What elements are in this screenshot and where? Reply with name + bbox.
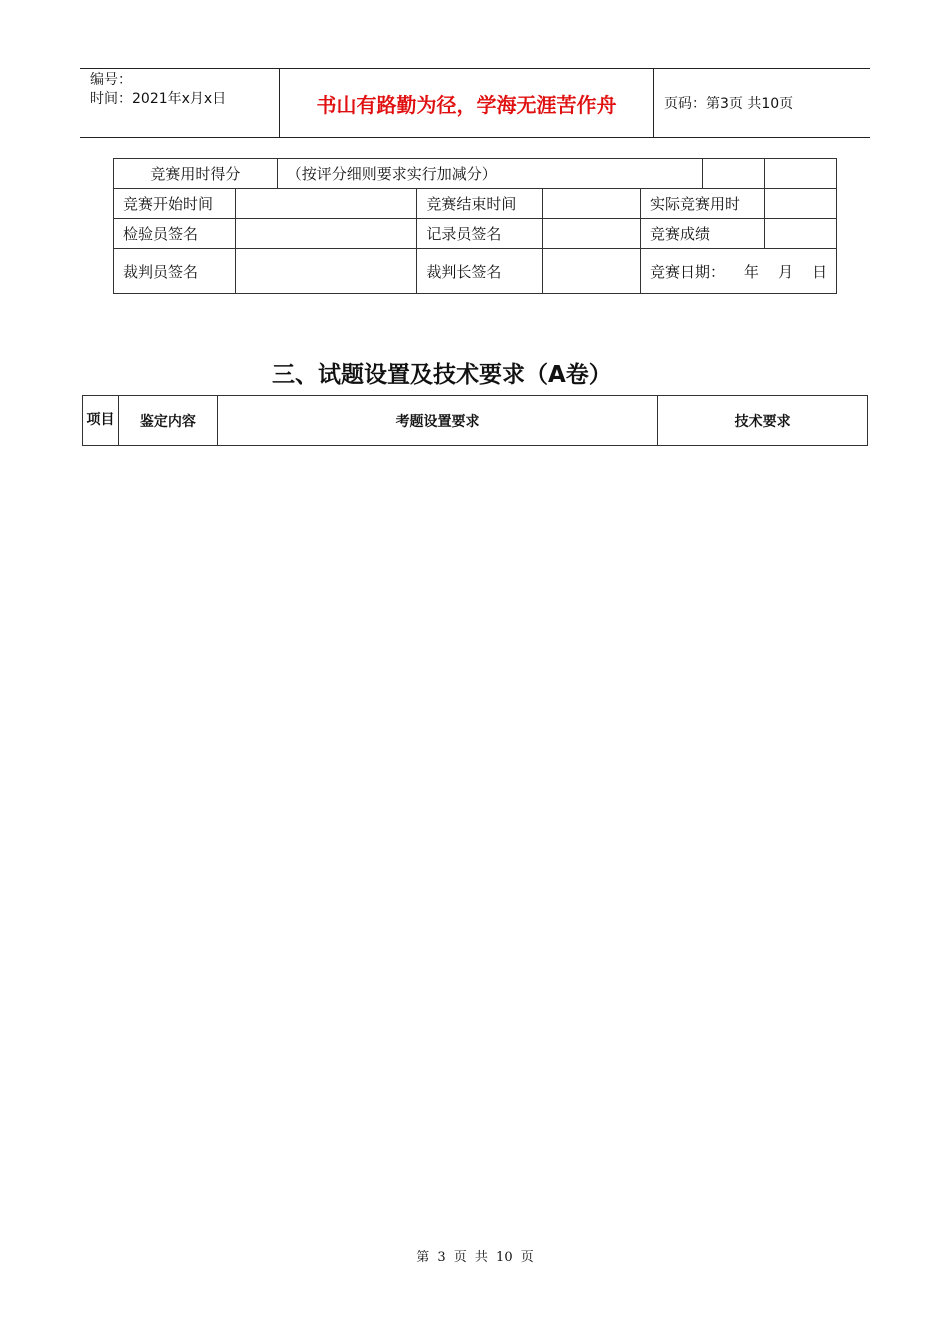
chief-referee-label: 裁判长签名: [417, 249, 543, 294]
end-time-label: 竞赛结束时间: [417, 189, 543, 219]
inspector-value: [235, 219, 416, 249]
chief-referee-value: [543, 249, 641, 294]
score-cell-a: [702, 159, 764, 189]
header-meta: [80, 69, 280, 137]
end-time-value: [543, 189, 641, 219]
result-value: [764, 219, 836, 249]
score-label: 竞赛用时得分: [114, 159, 278, 189]
header-motto: 书山有路勤为径，学海无涯苦作舟: [280, 69, 654, 137]
score-note: （按评分细则要求实行加减分）: [277, 159, 702, 189]
start-time-label: 竞赛开始时间: [114, 189, 236, 219]
col-item-header: 项目: [83, 396, 119, 446]
page-header: [80, 68, 870, 138]
number-label: 编号：: [90, 72, 132, 88]
table-row: [114, 189, 837, 219]
header-page-info: 页码：第3页 共10页: [664, 96, 794, 112]
actual-time-value: [764, 189, 836, 219]
table-row: [114, 249, 837, 294]
table-header-row: [83, 396, 868, 446]
score-cell-b: [764, 159, 836, 189]
result-label: 竞赛成绩: [640, 219, 764, 249]
inspector-label: 检验员签名: [114, 219, 236, 249]
col-setup-header: 考题设置要求: [217, 396, 657, 446]
col-tech-header: 技术要求: [658, 396, 868, 446]
start-time-value: [235, 189, 416, 219]
actual-time-label: 实际竞赛用时: [640, 189, 764, 219]
table-row: [114, 219, 837, 249]
recorder-value: [543, 219, 641, 249]
section-title: 三、试题设置及技术要求（A卷）: [272, 362, 612, 388]
page-footer: 第 3 页 共 10 页: [416, 1250, 534, 1265]
competition-info-table: [113, 158, 837, 294]
recorder-label: 记录员签名: [417, 219, 543, 249]
spec-table: [82, 395, 868, 446]
col-content-header: 鉴定内容: [118, 396, 217, 446]
time-label: 时间：2021年x月x日: [90, 91, 227, 107]
referee-label: 裁判员签名: [114, 249, 236, 294]
referee-value: [235, 249, 416, 294]
table-row: [114, 159, 837, 189]
date-label: 竞赛日期： 年 月 日: [640, 249, 836, 294]
